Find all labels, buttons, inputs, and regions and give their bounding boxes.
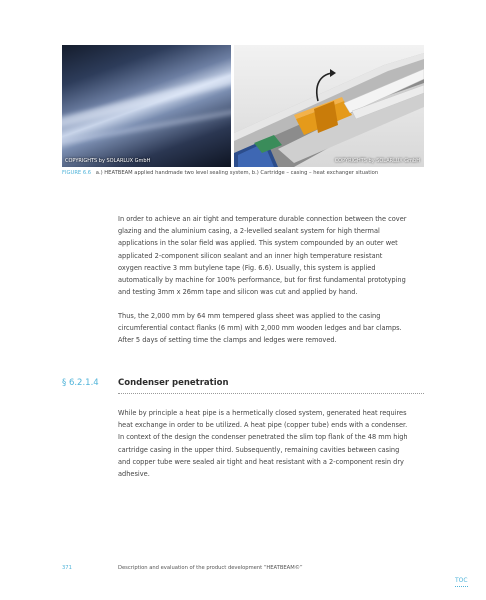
section-number: § 6.2.1.4 [62,378,99,388]
paragraph-text: Thus, the 2,000 mm by 64 mm tempered glass sheet was applied to the casing circumferential contact flanks (6 mm) with 2,000 mm wooden ledges and bar clamps. After 5 days of setting time the clamps and ledges were removed. [118,312,402,345]
section-title: Condenser penetration [118,378,229,388]
page-number: 371 [62,565,72,571]
running-title: Description and evaluation of the product development “HEATBEAM©” [118,565,303,571]
figure-photo-b [234,45,424,167]
paragraph-sealing [118,213,408,298]
toc-link[interactable]: TOC [455,577,468,587]
paragraph-glass-sheet [118,310,408,347]
figure-photo-a [62,45,231,167]
glass-reflection [62,65,231,130]
photo-b-copyright: COPYRIGHTS by SOLARLUX GmbH [334,158,420,164]
cartridge-rendering [234,45,424,167]
photo-a-copyright: COPYRIGHTS by SOLARLUX GmbH [65,158,151,164]
paragraph-text: In order to achieve an air tight and temperature durable connection between the cover glazing and the aluminium casing, a 2-levelled sealant system for high thermal applications in the solar field was applied. This system compounded by an outer wet applicated 2-component silicon sealant and an inner high temperature resistant oxygen reactive 3 mm butylene tape (Fig. 6.6). Usually, this system is applied automatically by machine for 100% performance, but for first fundamental prototyping and testing 3mm x 26mm tape and silicon was cut and applied by hand. [118,215,407,297]
figure-caption [62,170,432,176]
figure-caption-text: a.) HEATBEAM applied handmade two level sealing system, b.) Cartridge – casing – heat exchanger situation [95,170,379,176]
section-divider [118,393,424,394]
paragraph-text: While by principle a heat pipe is a hermetically closed system, generated heat requires heat exchange in order to be utilized. A heat pipe (copper tube) ends with a condenser. In context of the design the condenser penetrated the slim top flank of the 48 mm high cartridge casing in the upper third. Subsequently, remaining cavities between casing and copper tube were sealed air tight and heat resistant with a 2-component resin dry adhesive. [118,409,408,479]
paragraph-condenser [118,407,408,480]
figure-label: FIGURE 6.6 [62,170,92,176]
